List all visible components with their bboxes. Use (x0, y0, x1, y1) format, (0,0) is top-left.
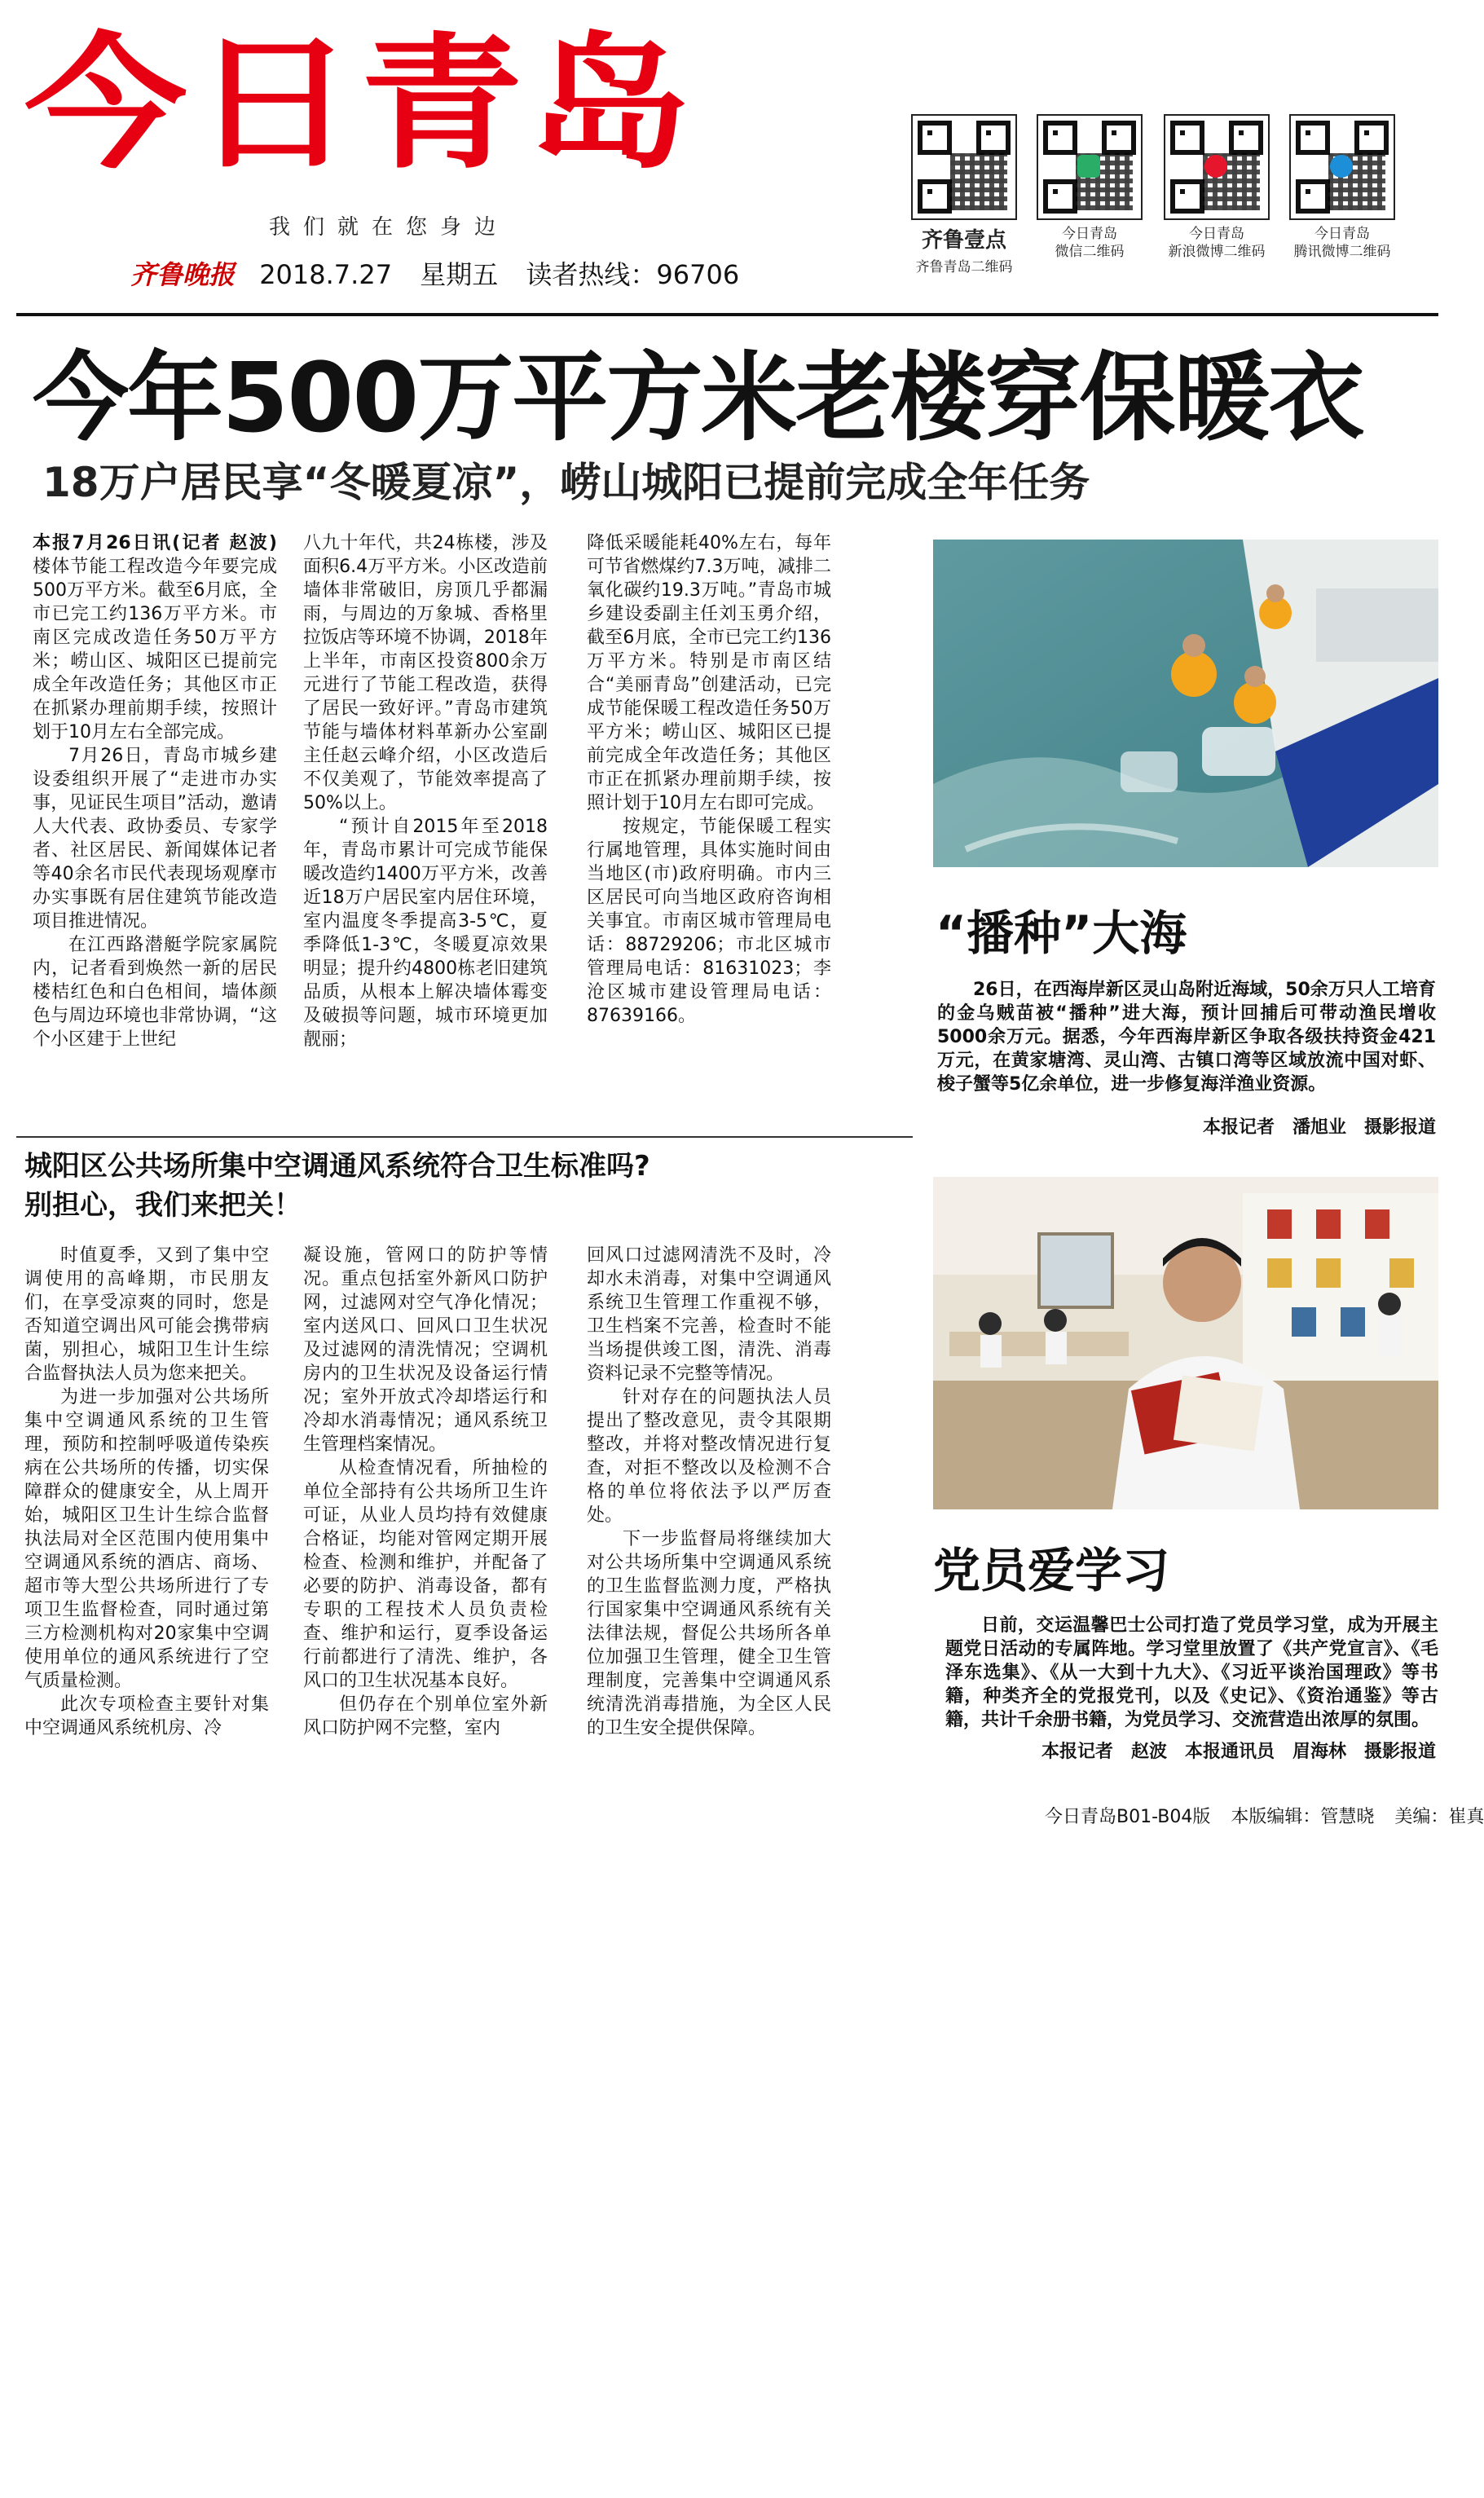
paragraph: 从检查情况看，所抽检的单位全部持有公共场所卫生许可证，从业人员均持有效健康合格证，均能对管网定期开展检查、检测和维护，并配备了必要的防护、消毒设备，都有专职的工程技术人员负责检查、维护和运行，夏季设备运行前都进行了清洗、维护，各风口的卫生状况基本良好。 (303, 1458, 548, 1691)
issue-weekday: 星期五 (420, 259, 499, 290)
paragraph: “预计自2015年至2018年，青岛市累计可完成节能保暖改造约1400万平方米，改善近18万户居民室内居住环境，室内温度冬季提高3-5℃，夏季降低1-3℃，冬暖夏凉效果明显；提升约4800栋老旧建筑品质，从根本上解决墙体霉变及破损等问题，城市环境更加靓丽； (303, 817, 548, 1050)
paragraph: 回风口过滤网清洗不及时，冷却水未消毒，对集中空调通风系统卫生管理工作重视不够，卫生档案不完善，检查时不能当场提供竣工图，清洗、消毒资料记录不完整等情况。 (587, 1245, 831, 1384)
paragraph: 但仍存在个别单位室外新风口防护网不完整，室内 (303, 1694, 548, 1738)
reader-hotline: 读者热线：96706 (526, 259, 740, 290)
lead-column-1 (33, 531, 277, 1051)
paragraph: 时值夏季，又到了集中空调使用的高峰期，市民朋友们，在享受凉爽的同时，您是否知道空调出风可能会携带病菌，别担心，城阳卫生计生综合监督执法人员为您来把关。 (24, 1245, 269, 1384)
photo1-title: “播种”大海 (936, 905, 1187, 961)
qr-block-qilu (911, 114, 1017, 276)
page-footer (1045, 1803, 1484, 1828)
masthead (24, 20, 823, 194)
lead-column-2 (303, 531, 548, 1051)
lead-column-3 (587, 531, 831, 1028)
paragraph: 按规定，节能保暖工程实行属地管理，具体实施时间由当地区(市)政府明确。市内三区居民可向当地区政府咨询相关事宜。市南区城市管理局电话：88729206；市北区城市管理局电话：81631023；李沧区城市建设管理局电话：87639166。 (587, 817, 831, 1026)
qr-brand: 齐鲁壹点 (921, 228, 1006, 253)
lead-subhead: 18万户居民享“冬暖夏凉”，崂山城阳已提前完成全年任务 (42, 459, 1090, 506)
paragraph: 凝设施，管网口的防护等情况。重点包括室外新风口防护网，过滤网对空气净化情况；室内送风口、回风口卫生状况及过滤网的清洗情况；空调机房内的卫生状况及设备运行情况；室外开放式冷却塔运行和冷却水消毒情况；通风系统卫生管理档案情况。 (303, 1245, 548, 1455)
photo1-caption (937, 978, 1436, 1096)
photo2-title: 党员爱学习 (933, 1543, 1170, 1598)
lead-dateline: 本报7月26日讯(记者 赵波) (33, 533, 277, 553)
lead-headline: 今年500万平方米老楼穿保暖衣 (33, 341, 1363, 454)
paragraph: 楼体节能工程改造今年要完成500万平方米。截至6月底，全市已完工约136万平方米。市南区完成改造任务50万平方米；崂山区、城阳区已提前完成全年改造任务；其他区市正在抓紧办理前期手续，按照计划于10月左右全部完成。 (33, 557, 277, 742)
paragraph: 八九十年代，共24栋楼，涉及面积6.4万平方米。小区改造前墙体非常破旧，房顶几乎都漏雨，与周边的万象城、香格里拉饭店等环境不协调，2018年上半年，市南区投资800余万元进行了节能工程改造，获得了居民一致好评。”青岛市建筑节能与墙体材料革新办公室副主任赵云峰介绍，小区改造后不仅美观了，节能效率提高了50%以上。 (303, 533, 548, 813)
paragraph: 为进一步加强对公共场所集中空调通风系统的卫生管理，预防和控制呼吸道传染疾病在公共场所的传播，切实保障群众的健康安全，从上周开始，城阳区卫生计生综合监督执法局对全区范围内使用集中空调通风系统的酒店、商场、超市等大型公共场所进行了专项卫生监督检查，同时通过第三方检测机构对20家集中空调使用单位的通风系统进行了空气质量检测。 (24, 1387, 269, 1691)
brand-name: 齐鲁晚报 (130, 259, 236, 290)
paragraph: 降低采暖能耗40%左右，每年可节省燃煤约7.3万吨，减排二氧化碳约19.3万吨。”青岛市城乡建设委副主任刘玉勇介绍，截至6月底，全市已完工约136万平方米。特别是市南区结合“美丽青岛”创建活动，已完成节能保暖工程改造任务50万平方米；崂山区、城阳区已提前完成全年改造任务；其他区市正在抓紧办理前期手续，按照计划于10月左右即可完成。 (587, 533, 831, 813)
caption-text: 26日，在西海岸新区灵山岛附近海域，50余万只人工培育的金乌贼苗被“播种”进大海，预计回捕后可带动渔民增收5000余万元。据悉，今年西海岸新区争取各级扶持资金421万元，在黄家塘湾、灵山湾、古镇口湾等区域放流中国对虾、梭子蟹等5亿余单位，进一步修复海洋渔业资源。 (937, 980, 1436, 1095)
qr-block-weibo (1164, 114, 1270, 261)
second-column-1 (24, 1244, 269, 1740)
masthead-divider (16, 313, 1438, 316)
qr-caption: 齐鲁青岛二维码 (915, 259, 1013, 275)
paragraph: 下一步监督局将继续加大对公共场所集中空调通风系统的卫生监督监测力度，严格执行国家集中空调通风系统有关法律法规，督促公共场所各单位加强卫生管理，健全卫生管理制度，完善集中空调通风系统清洗消毒措施，为全区人民的卫生安全提供保障。 (587, 1529, 831, 1738)
photo2-caption (945, 1614, 1438, 1732)
masthead-title: 今日青岛 (24, 20, 697, 188)
qr-code-icon (1289, 114, 1395, 220)
photo2-credit: 本报记者 赵波 本报通讯员 眉海林 摄影报道 (1041, 1742, 1436, 1762)
caption-text: 日前，交运温馨巴士公司打造了党员学习堂，成为开展主题党日活动的专属阵地。学习堂里放置了《共产党宣言》、《毛泽东选集》、《从一大到十九大》、《习近平谈治国理政》等书籍，种类齐全的党报党刊，以及《史记》、《资治通鉴》等古籍，共计千余册书籍，为党员学习、交流营造出浓厚的氛围。 (945, 1615, 1438, 1730)
qr-code-icon (911, 114, 1017, 220)
second-headline: 城阳区公共场所集中空调通风系统符合卫生标准吗? (24, 1150, 650, 1183)
paragraph: 针对存在的问题执法人员提出了整改意见，责令其限期整改，并将对整改情况进行复查，对拒不整改以及检测不合格的单位将依法予以严厉查处。 (587, 1387, 831, 1526)
issue-date: 2018.7.27 (259, 259, 393, 290)
edition-label: 今日青岛B01-B04版 (1045, 1807, 1211, 1827)
paragraph: 在江西路潜艇学院家属院内，记者看到焕然一新的居民楼桔红色和白色相间，墙体颜色与周边环境也非常协调，“这个小区建于上世纪 (33, 935, 277, 1050)
qr-code-icon (1164, 114, 1270, 220)
dateline (130, 254, 739, 292)
qr-caption: 今日青岛 腾讯微博二维码 (1293, 226, 1391, 260)
qr-block-tencent (1289, 114, 1395, 261)
second-subhead: 别担心，我们来把关！ (24, 1189, 302, 1222)
qr-block-wechat (1037, 114, 1143, 261)
photo-sea-release (933, 540, 1438, 867)
paragraph: 7月26日，青岛市城乡建设委组织开展了“走进市办实事，见证民生项目”活动，邀请人大代表、政协委员、专家学者、社区居民、新闻媒体记者等40余名市民代表现场观摩市办实事既有居住建筑节能改造项目推进情况。 (33, 746, 277, 932)
second-column-2 (303, 1244, 548, 1740)
photo1-credit: 本报记者 潘旭业 摄影报道 (1202, 1117, 1436, 1138)
editor-label: 本版编辑：管慧晓 (1231, 1807, 1375, 1827)
qr-caption: 今日青岛 新浪微博二维码 (1168, 226, 1266, 260)
paragraph: 此次专项检查主要针对集中空调通风系统机房、冷 (24, 1694, 269, 1738)
qr-caption: 今日青岛 微信二维码 (1055, 226, 1125, 260)
photo-study-room (933, 1177, 1438, 1509)
second-column-3 (587, 1244, 831, 1740)
designer-label: 美编：崔真 (1394, 1807, 1484, 1827)
qr-code-icon (1037, 114, 1143, 220)
section-divider (16, 1136, 913, 1138)
masthead-slogan: 我们就在您身边 (269, 215, 509, 240)
